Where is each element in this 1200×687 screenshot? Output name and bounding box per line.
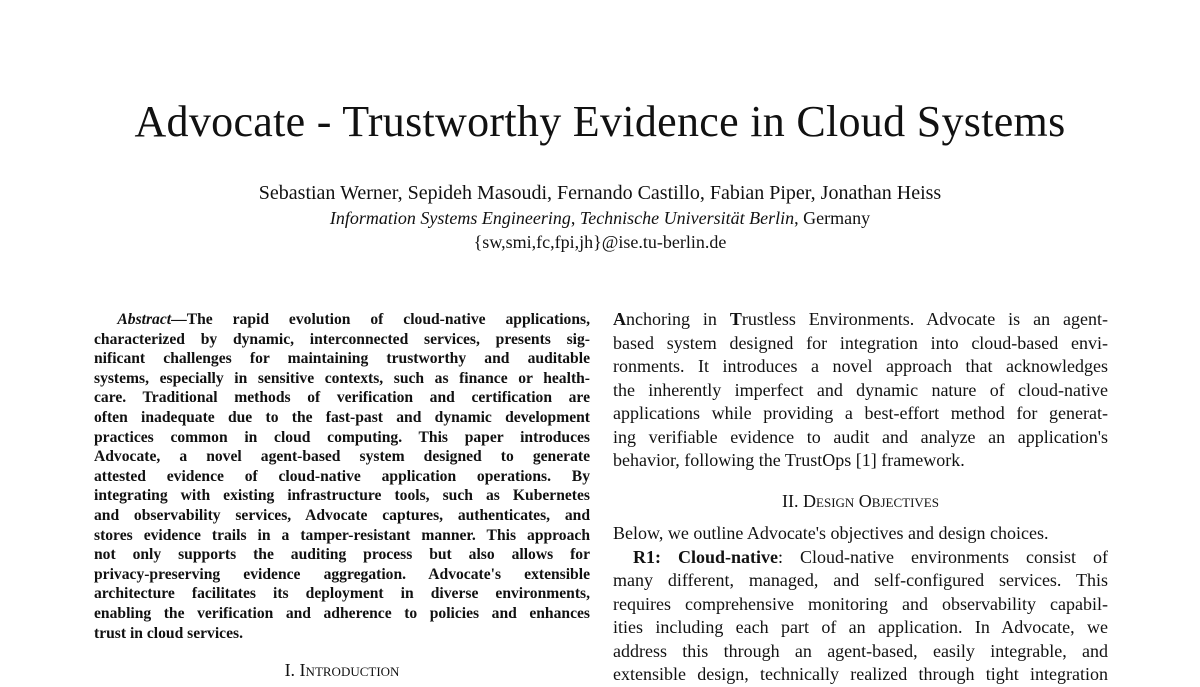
right-column: [613, 308, 1108, 687]
abstract: [94, 310, 590, 643]
paragraph-line: ronments. It introduces a novel approach that acknowledges: [613, 356, 1108, 376]
abstract-line: and observability services, Advocate captures, authenticates, and: [94, 506, 590, 524]
section-heading-introduction: I. Introduction: [284, 660, 400, 680]
abstract-dash: —: [171, 311, 187, 328]
drop-letter-a: A: [613, 309, 626, 329]
abstract-line: trust in cloud services.: [94, 624, 243, 642]
paper-title: Advocate - Trustworthy Evidence in Cloud Systems: [134, 97, 1066, 146]
affiliation-separator: ,: [570, 208, 580, 228]
abstract-line: often inadequate due to the fast-past and dynamic development: [94, 408, 590, 426]
paragraph-line: behavior, following the TrustOps [1] framework.: [613, 450, 965, 470]
paragraph-line: applications while providing a best-effort method for generat-: [613, 403, 1108, 423]
abstract-line: nificant challenges for maintaining trustworthy and auditable: [94, 350, 590, 368]
affiliation-department: Information Systems Engineering: [329, 208, 571, 228]
abstract-line: [94, 310, 590, 330]
affiliation-country: , Germany: [794, 208, 871, 228]
paragraph-line: based system designed for integration into cloud-based envi-: [613, 332, 1108, 353]
affiliation: [0, 207, 1200, 229]
abstract-line: architecture facilitates its deployment in diverse environments,: [94, 585, 590, 603]
paragraph-line: Below, we outline Advocate's objectives and design choices.: [613, 523, 1049, 543]
paragraph-line: extensible design, technically realized through tight integration: [613, 664, 1108, 684]
line-segment: : Cloud-native environments consist of: [778, 546, 1108, 567]
paragraph-line: address this through an agent-based, easily integrable, and: [613, 640, 1108, 661]
abstract-line: not only supports the auditing process but also allows for: [94, 546, 590, 564]
paragraph-line: [613, 546, 1108, 570]
paragraph-line: requires comprehensive monitoring and observability capabil-: [613, 593, 1108, 614]
abstract-line: stores evidence trails in a tamper-resistant manner. This approach: [94, 526, 590, 544]
paragraph-line: many different, managed, and self-configured services. This: [613, 570, 1108, 590]
abstract-line-text: The rapid evolution of cloud-native applications,: [186, 311, 590, 328]
author-list: Sebastian Werner, Sepideh Masoudi, Fernando Castillo, Fabian Piper, Jonathan Heiss: [258, 182, 942, 204]
line-segment: nchoring in: [626, 309, 730, 329]
paragraph-line: the inherently imperfect and dynamic nature of cloud-native: [613, 379, 1108, 400]
paragraph-line: ities including each part of an application. In Advocate, we: [613, 617, 1108, 637]
line-segment: rustless Environments. Advocate is an agent-: [741, 309, 1108, 329]
abstract-line: characterized by dynamic, interconnected services, presents sig-: [94, 330, 590, 348]
requirement-label-r1: R1: Cloud-native: [633, 546, 779, 567]
abstract-line: integrating with existing infrastructure tools, such as Kubernetes: [94, 487, 590, 505]
abstract-line: attested evidence of cloud-native application operations. By: [94, 467, 590, 485]
affiliation-institution: Technische Universität Berlin: [579, 208, 795, 228]
drop-letter-t: T: [729, 309, 742, 329]
abstract-line: privacy-preserving evidence aggregation. Advocate's extensible: [94, 565, 590, 583]
abstract-label: Abstract: [117, 311, 172, 328]
paragraph-line: [613, 308, 1108, 332]
abstract-line: systems, especially in sensitive contexts, such as finance or health-: [94, 369, 590, 387]
abstract-line: enabling the verification and adherence to policies and enhances: [94, 604, 590, 622]
abstract-line: care. Traditional methods of verification and certification are: [94, 389, 590, 407]
paragraph-line: ing verifiable evidence to audit and analyze an application's: [613, 426, 1108, 447]
abstract-first-indent: [94, 311, 117, 328]
abstract-line: Advocate, a novel agent-based system designed to generate: [94, 448, 590, 466]
author-emails: {sw,smi,fc,fpi,jh}@ise.tu-berlin.de: [473, 232, 727, 252]
section-heading-design-objectives: II. Design Objectives: [782, 490, 939, 511]
abstract-line: practices common in cloud computing. This paper introduces: [94, 428, 590, 446]
